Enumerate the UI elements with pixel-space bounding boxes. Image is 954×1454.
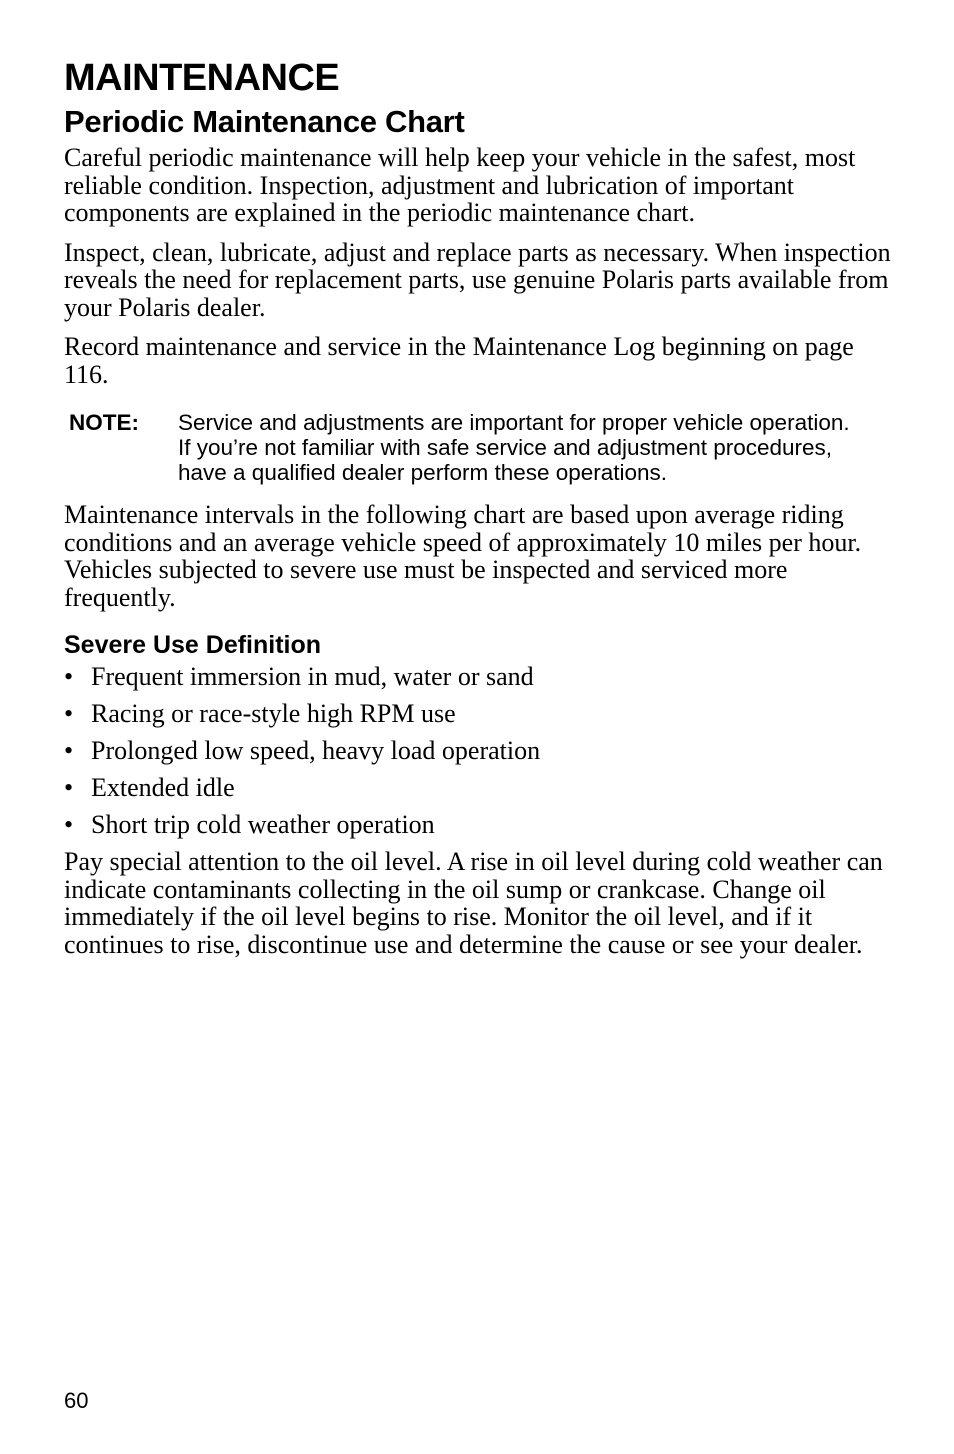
list-item-text: Extended idle <box>91 773 235 802</box>
inspect-paragraph: Inspect, clean, lubricate, adjust and replace parts as necessary. When inspection reveals the need for replacement parts, use genuine Polaris parts available from your Polaris dealer. <box>64 237 891 322</box>
list-item-text: Short trip cold weather operation <box>91 810 435 839</box>
severe-use-list <box>64 663 894 839</box>
list-item <box>64 811 894 839</box>
bullet-icon: • <box>64 699 74 728</box>
list-item <box>64 774 894 802</box>
subsection-title: Periodic Maintenance Chart <box>64 104 465 139</box>
intro-paragraph: Careful periodic maintenance will help keep your vehicle in the safest, most reliable condition. Inspection, adjustment and lubrication of important components are explained in the periodic maintenance chart. <box>64 143 856 227</box>
list-item-text: Racing or race-style high RPM use <box>91 699 456 728</box>
bullet-icon: • <box>64 810 74 839</box>
severe-use-heading: Severe Use Definition <box>64 631 322 659</box>
note-block <box>64 410 894 485</box>
intervals-paragraph: Maintenance intervals in the following chart are based upon average riding conditions and an average vehicle speed of approximately 10 miles per hour. Vehicles subjected to severe use must be inspected and serviced more frequently. <box>64 500 862 612</box>
note-text: Service and adjustments are important for proper vehicle operation. If you’re not familiar with safe service and adjustment procedures, have a qualified dealer perform these operations. <box>178 410 850 485</box>
section-title: MAINTENANCE <box>64 57 340 99</box>
record-paragraph: Record maintenance and service in the Maintenance Log beginning on page 116. <box>64 332 854 389</box>
bullet-icon: • <box>64 736 74 765</box>
page-number: 60 <box>64 1388 89 1413</box>
oil-paragraph: Pay special attention to the oil level. A rise in oil level during cold weather can indicate contaminants collecting in the oil sump or crankcase. Change oil immediately if the oil level begins to rise. Monitor the oil level, and if it continues to rise, discontinue use and determine the cause or see your dealer. <box>64 847 883 959</box>
list-item <box>64 700 894 728</box>
list-item <box>64 737 894 765</box>
note-label: NOTE: <box>69 410 139 435</box>
list-item-text: Frequent immersion in mud, water or sand <box>91 662 534 691</box>
bullet-icon: • <box>64 773 74 802</box>
bullet-icon: • <box>64 662 74 691</box>
list-item <box>64 663 894 691</box>
manual-page <box>64 56 894 958</box>
list-item-text: Prolonged low speed, heavy load operation <box>91 736 541 765</box>
